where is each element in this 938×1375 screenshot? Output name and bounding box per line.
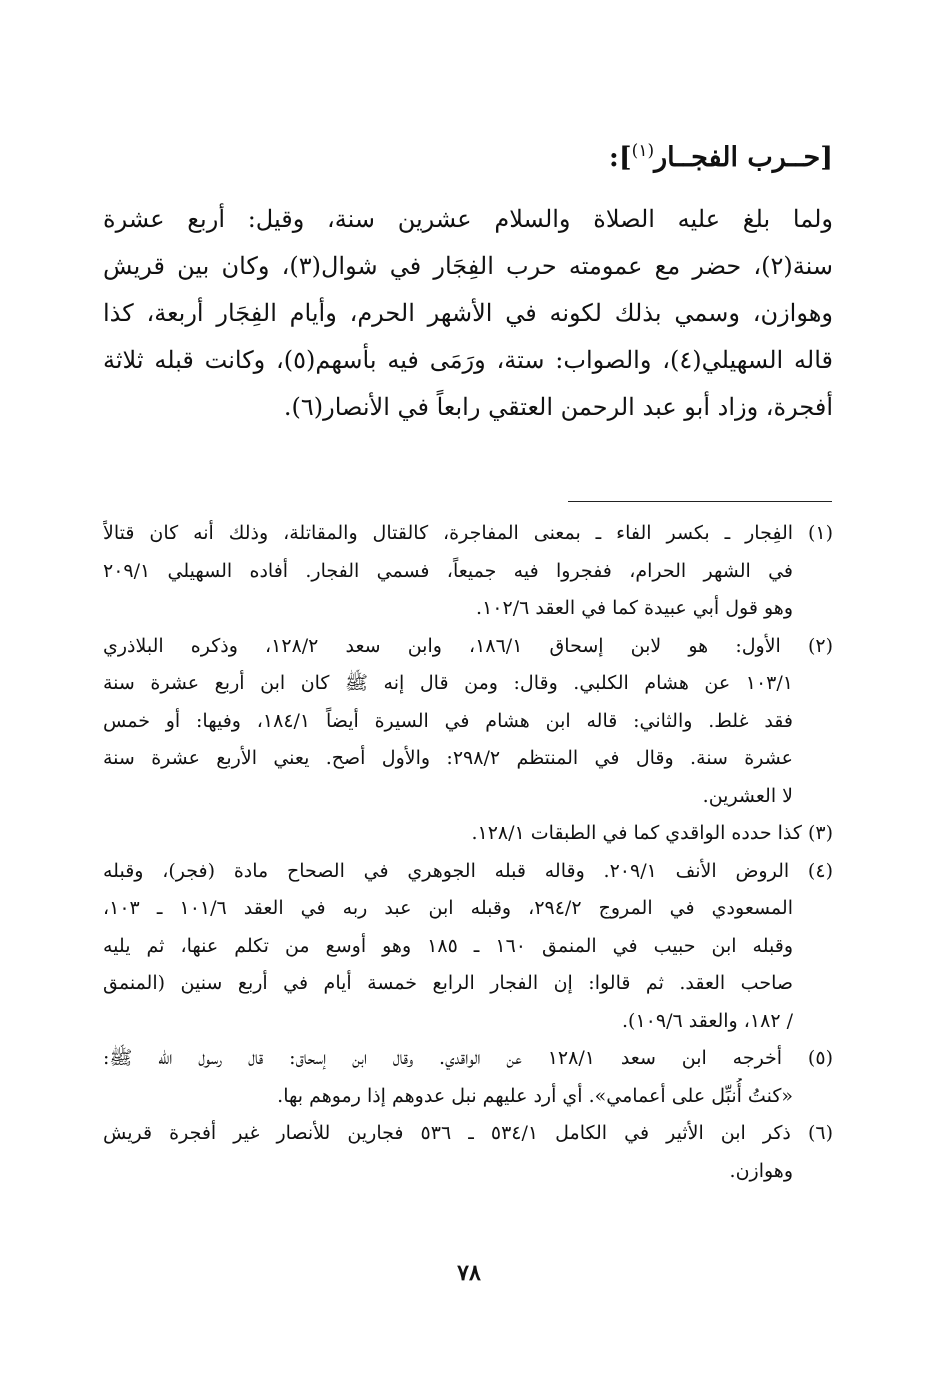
footnote-line: فقد غلط. والثاني: قاله ابن هشام في السيرة أيضاً ١٨٤/١، وفيها: أو خمس <box>103 709 793 732</box>
footnote-2 <box>103 628 833 816</box>
footnote-line: المسعودي في المروج ٢٩٤/٢، وقبله ابن عبد ربه في العقد ١٠١/٦ ـ ١٠٣، <box>103 897 793 919</box>
footnote-line: عشرة سنة. وقال في المنتظم ٢٩٨/٢: والأول أصح. يعني الأربع عشرة سنة <box>103 747 794 769</box>
footnote-line: صاحب العقد. ثم قالوا: إن الفجار الرابع خمسة أيام في أربع سنين (المنمق <box>103 972 793 994</box>
footnote-3 <box>103 815 833 853</box>
footnote-6 <box>103 1115 833 1190</box>
body-line: سنة(٢)، حضر مع عمومته حرب الفِجَار في شوال(٣)، وكان بين قريش <box>103 252 833 280</box>
footnote-separator <box>568 501 832 502</box>
body-line: ولما بلغ عليه الصلاة والسلام عشرين سنة، وقيل: أربع عشرة <box>103 205 833 233</box>
footnotes-section <box>103 515 833 1190</box>
footnote-line: (٦) ذكر ابن الأثير في الكامل ٥٣٤/١ ـ ٥٣٦ فجارين للأنصار غير أفجرة قريش <box>103 1122 833 1144</box>
body-line: قاله السهيلي(٤)، والصواب: ستة، ورَمَى فيه بأسهم(٥)، وكانت قبله ثلاثة <box>103 346 833 374</box>
page-number: ٧٨ <box>457 1260 481 1286</box>
footnote-line: وقبله ابن حبيب في المنمق ١٦٠ ـ ١٨٥ وهو أوسع من تكلم عنها، ثم يليه <box>103 934 793 957</box>
footnote-line: (٥) أخرجه ابن سعد ١٢٨/١ عن الواقدي. وقال ابن إسحاق: قال رسول الله ﷺ: <box>103 1047 833 1069</box>
footnote-5 <box>103 1040 833 1115</box>
footnote-line: في الشهر الحرام، ففجروا فيه جميعاً، فسمي الفجار. أفاده السهيلي ٢٠٩/١ <box>103 559 793 582</box>
footnote-line: «كنتُ أُنبِّل على أعمامي». أي أرد عليهم نبل عدوهم إذا رموهم بها. <box>277 1084 793 1107</box>
footnote-line: (١) الفِجار ـ بكسر الفاء ـ بمعنى المفاجرة، كالقتال والمقاتلة، وذلك أنه كان قتالاً <box>103 522 833 544</box>
body-line: وهوازن، وسمي بذلك لكونه في الأشهر الحرم، وأيام الفِجَار أربعة، كذا <box>103 299 833 327</box>
footnote-4 <box>103 853 833 1041</box>
footnote-line: وهو قول أبي عبيدة كما في العقد ١٠٢/٦. <box>476 597 793 619</box>
footnote-line: (٣) كذا حدده الواقدي كما في الطبقات ١٢٨/١. <box>471 822 833 844</box>
section-heading <box>609 138 833 178</box>
footnote-line: (٢) الأول: هو لابن إسحاق ١٨٦/١، وابن سعد ١٢٨/٢، وذكره البلاذري <box>103 634 833 657</box>
heading-note-ref[interactable]: (١) <box>631 141 655 161</box>
heading-close: ]: <box>608 142 632 173</box>
heading-text: [حــرب الفجــار <box>654 142 833 173</box>
footnote-line: (٤) الروض الأنف ٢٠٩/١. وقاله قبله الجوهري في الصحاح مادة (فجر)، وقبله <box>103 859 833 882</box>
footnote-line: لا العشرين. <box>702 784 793 807</box>
body-line: أفجرة، وزاد أبو عبد الرحمن العتقي رابعاً في الأنصار(٦). <box>283 393 833 421</box>
footnote-line: ١٠٣/١ عن هشام الكلبي. وقال: ومن قال إنه ﷺ كان ابن أربع عشرة سنة <box>103 672 793 694</box>
footnote-1 <box>103 515 833 628</box>
footnote-line: وهوازن. <box>729 1159 793 1182</box>
footnote-line: / ١٨٢، والعقد ١٠٩/٦). <box>622 1009 793 1032</box>
main-paragraph <box>103 196 833 431</box>
